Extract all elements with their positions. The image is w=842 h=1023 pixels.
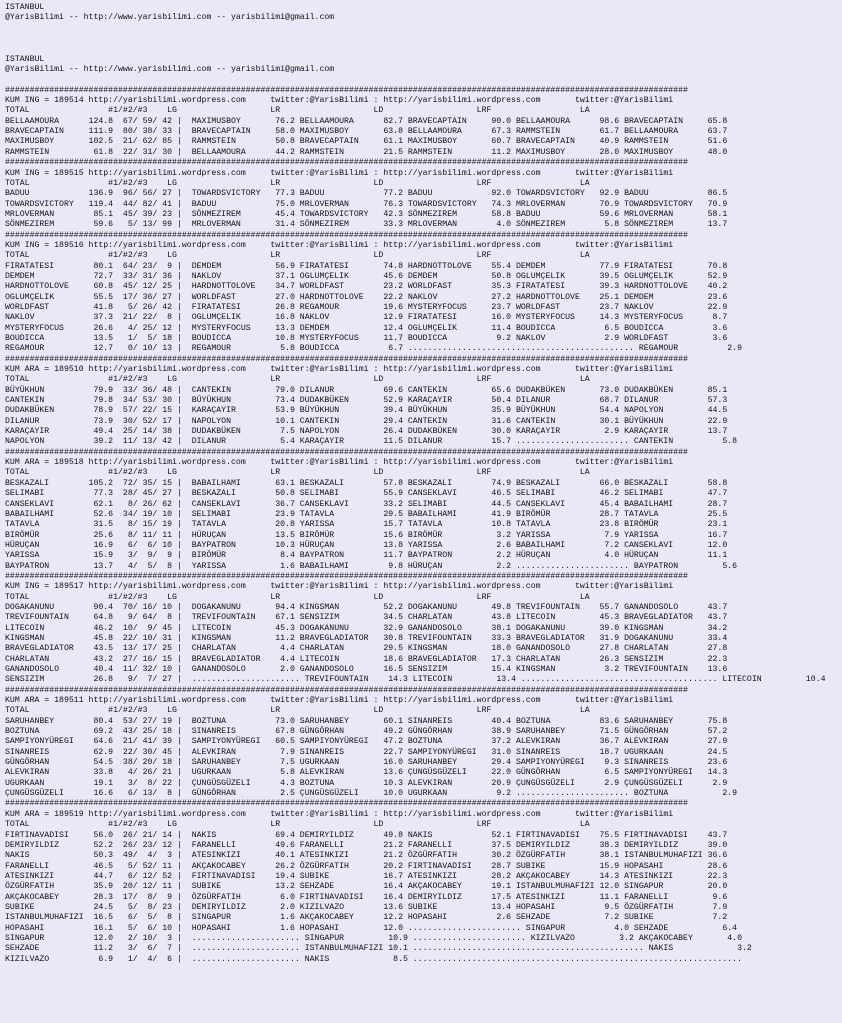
race-header-line: KUM ARA = 189511 http://yarisbilimi.wordpress.com twitter:@YarisBilimi : http://yarisbilimi.wordpress.com twitter:@YarisBilimi	[5, 696, 674, 706]
column-header-line: TOTAL #1/#2/#3 LG LR LD LRF LA	[5, 106, 590, 116]
race-header-line: KUM ARA = 189510 http://yarisbilimi.wordpress.com twitter:@YarisBilimi : http://yarisbilimi.wordpress.com twitter:@YarisBilimi	[5, 365, 674, 375]
result-row: BIRÖMÜR 25.6 8/ 11/ 11 | HÜRUÇAN 13.5 BIRÖMÜR 15.6 BIRÖMÜR 3.2 YARISSA 7.9 YARISSA 16.7	[5, 530, 728, 540]
result-row: BOUDICCA 13.5 1/ 5/ 18 | BOUDICCA 10.8 MYSTERYFOCUS 11.7 BOUDICCA 9.2 NAKLOV 2.9 WORLDFAST 3.6	[5, 334, 728, 343]
result-row: DILANUR 73.9 30/ 52/ 17 | NAPOLYON 10.1 CANTEKIN 29.4 CANTEKIN 31.6 CANTEKIN 30.1 BÜYÜKHUN 22.9	[5, 416, 728, 426]
race-header-line: KUM ING = 189514 http://yarisbilimi.wordpress.com twitter:@YarisBilimi : http://yarisbilimi.wordpress.com twitter:@YarisBilimi	[5, 96, 674, 106]
separator-line: ###########################################################################################################################################	[5, 158, 688, 168]
result-row: NAPOLYON 39.2 11/ 13/ 42 | DILANUR 5.4 KARAÇAYIR 11.5 DILANUR 15.7 ....................... CANTEKIN 5.8	[5, 437, 738, 447]
result-row: KIZILVAZO 6.9 1/ 4/ 6 | ...................... NAKIS 8.5 ...................................................................	[5, 954, 742, 964]
result-row: CANTEKIN 79.8 34/ 53/ 30 | BÜYÜKHUN 73.4 DUDAKBÜKEN 52.9 KARAÇAYIR 50.4 DILANUR 68.7 DILANUR 57.3	[5, 396, 728, 406]
result-row: SARUHANBEY 80.4 53/ 27/ 19 | BOZTUNA 73.0 SARUHANBEY 60.1 SINANREIS 40.4 BOZTUNA 83.6 SARUHANBEY 75.8	[5, 716, 728, 726]
blank-line	[5, 24, 837, 34]
separator-line: ###########################################################################################################################################	[5, 685, 688, 695]
result-row: BAYPATRON 13.7 4/ 5/ 8 | YARISSA 1.6 BABAILHAMI 9.8 HÜRUÇAN 2.2 ....................... BAYPATRON 5.6	[5, 561, 738, 571]
result-row: DOGAKANUNU 90.4 70/ 16/ 10 | DOGAKANUNU 94.4 KINGSMAN 52.2 DOGAKANUNU 49.8 TREVIFOUNTAIN 55.7 GANANDOSOLO 43.7	[5, 602, 728, 612]
result-row: FIRTINAVADISI 56.0 26/ 21/ 14 | NAKIS 69.4 DEMIRYILDIZ 49.8 NAKIS 52.1 FIRTINAVADISI 75.5 FIRTINAVADISI 43.7	[5, 830, 728, 840]
column-header-line: TOTAL #1/#2/#3 LG LR LD LRF LA	[5, 592, 590, 602]
result-row: SAMPIYONYÜREGI 64.6 21/ 41/ 39 | SAMPIYONYÜREGI 60.5 SAMPIYONYÜREGI 47.2 BOZTUNA 37.2 ALEVKIRAN 36.7 ALEVKIRAN 27.9	[5, 737, 728, 747]
result-row: SINGAPUR 12.0 2/ 10/ 3 | ...................... SINGAPUR 10.9 ....................... KIZILVAZO 3.2 AKÇAKOCABEY 4.0	[5, 933, 742, 943]
result-row: MAXIMUSBOY 102.5 21/ 62/ 85 | RAMMSTEIN 50.8 BRAVECAPTAIN 61.1 MAXIMUSBOY 60.7 BRAVECAPTAIN 40.9 RAMMSTEIN 51.6	[5, 137, 728, 147]
result-row: CANSEKLAVI 62.1 8/ 26/ 62 | CANSEKLAVI 36.7 CANSEKLAVI 33.2 SELIMABI 44.5 CANSEKLAVI 45.4 BABAILHAMI 28.7	[5, 499, 728, 509]
result-row: SENSIZIM 26.8 9/ 7/ 27 | ...................... TREVIFOUNTAIN 14.3 LITECOIN 13.4 ........................................ LITECOIN 10.4	[5, 675, 826, 685]
result-row: SELIMABI 77.3 28/ 45/ 27 | BESKAZALI 50.8 SELIMABI 55.9 CANSEKLAVI 46.5 SELIMABI 46.2 SELIMABI 47.7	[5, 489, 728, 499]
result-row: SÖNMEZIREM 59.6 5/ 13/ 99 | MRLOVERMAN 31.4 SÖNMEZIREM 33.3 MRLOVERMAN 4.0 SÖNMEZIREM 5.8 SÖNMEZIREM 13.7	[5, 220, 728, 230]
result-row: BABAILHAMI 52.6 34/ 19/ 10 | SELIMABI 23.9 TATAVLA 29.5 BABAILHAMI 41.9 BIRÖMÜR 28.7 TATAVLA 25.5	[5, 509, 728, 519]
page-header-line: ISTANBUL	[5, 3, 45, 12]
column-header-line: TOTAL #1/#2/#3 LG LR LD LRF LA	[5, 820, 590, 830]
result-row: AKÇAKOCABEY 28.3 17/ 8/ 9 | ÖZGÜRFATIH 6.0 FIRTINAVADISI 16.4 DEMIRYILDIZ 17.5 ATESINKIZI 11.1 FARANELLI 9.6	[5, 892, 728, 902]
page-header-line: @YarisBilimi -- http://www.yarisbilimi.com -- yarisbilimi@gmail.com	[5, 65, 335, 75]
column-header-line: TOTAL #1/#2/#3 LG LR LD LRF LA	[5, 178, 590, 188]
result-row: LITECOIN 46.2 10/ 9/ 45 | LITECOIN 45.3 DOGAKANUNU 32.9 GANANDOSOLO 38.1 DOGAKANUNU 39.0 KINGSMAN 34.2	[5, 623, 728, 633]
race-header-line: KUM ING = 189515 http://yarisbilimi.wordpress.com twitter:@YarisBilimi : http://yarisbilimi.wordpress.com twitter:@YarisBilimi	[5, 168, 674, 178]
result-row: ÖZGÜRFATIH 35.9 20/ 12/ 11 | SUBIKE 13.2 SEHZADE 16.4 AKÇAKOCABEY 19.1 ISTANBULMUHAFIZI 12.0 SINGAPUR 20.0	[5, 882, 728, 892]
result-row: BRAVECAPTAIN 111.9 80/ 38/ 33 | BRAVECAPTAIN 58.0 MAXIMUSBOY 63.8 BELLAAMOURA 67.3 RAMMSTEIN 61.7 BELLAAMOURA 63.7	[5, 127, 728, 137]
result-row: WORLDFAST 41.8 5/ 26/ 42 | FIRATATESI 26.8 REGAMOUR 19.6 MYSTERYFOCUS 23.7 WORLDFAST 23.7 NAKLOV 22.9	[5, 302, 728, 312]
page-header-line: ISTANBULMUHAFIZI 16.5 6/ 5/ 8 | SINGAPUR 1.6 AKÇAKOCABEY 12.2 HOPASAHI 2.6 SEHZADE 7.2 SUBIKE 7.2	[5, 913, 728, 923]
result-row: OGLUMÇELIK 55.5 17/ 36/ 27 | WORLDFAST 27.0 HARDNOTTOLOVE 22.2 NAKLOV 27.2 HARDNOTTOLOVE 25.1 DEMDEM 23.6	[5, 292, 728, 302]
race-header-line: KUM ING = 189517 http://yarisbilimi.wordpress.com twitter:@YarisBilimi : http://yarisbilimi.wordpress.com twitter:@YarisBilimi	[5, 582, 674, 592]
result-row: CHARLATAN 43.2 27/ 16/ 15 | BRAVEGLADIATOR 4.4 LITECOIN 18.6 BRAVEGLADIATOR 17.3 CHARLATAN 26.3 SENSIZIM 22.3	[5, 654, 728, 664]
result-row: TATAVLA 31.5 8/ 15/ 19 | TATAVLA 20.8 YARISSA 15.7 TATAVLA 10.8 TATAVLA 23.8 BIRÖMÜR 23.1	[5, 520, 728, 530]
blank-line	[5, 75, 837, 85]
race-header-line: KUM ING = 189516 http://yarisbilimi.wordpress.com twitter:@YarisBilimi : http://yarisbilimi.wordpress.com twitter:@YarisBilimi	[5, 240, 674, 250]
column-header-line: TOTAL #1/#2/#3 LG LR LD LRF LA	[5, 468, 590, 478]
result-row: DEMIRYILDIZ 52.2 26/ 23/ 12 | FARANELLI 49.6 FARANELLI 21.2 FARANELLI 37.5 DEMIRYILDIZ 38.3 DEMIRYILDIZ 39.0	[5, 840, 728, 850]
separator-line: ###########################################################################################################################################	[5, 799, 688, 809]
result-row: ATESINKIZI 44.7 6/ 12/ 52 | FIRTINAVADISI 19.4 SUBIKE 16.7 ATESINKIZI 28.2 AKÇAKOCABEY 14.3 ATESINKIZI 22.3	[5, 871, 728, 881]
result-row: REGAMOUR 12.7 0/ 10/ 13 | REGAMOUR 5.8 BOUDICCA 6.7 .............................................. REGAMOUR 2.9	[5, 344, 742, 354]
result-row: DUDAKBÜKEN 78.9 57/ 22/ 15 | KARAÇAYIR 53.9 BÜYÜKHUN 39.4 BÜYÜKHUN 35.9 BÜYÜKHUN 54.4 NAPOLYON 44.5	[5, 406, 728, 416]
result-row: TOWARDSVICTORY 119.4 44/ 82/ 41 | BADUU 75.0 MRLOVERMAN 76.3 TOWARDSVICTORY 74.3 MRLOVERMAN 70.9 TOWARDSVICTORY 70.9	[5, 199, 728, 209]
result-row: SINANREIS 62.9 22/ 30/ 45 | ALEVKIRAN 7.9 SINANREIS 22.7 SAMPIYONYÜREGI 31.0 SINANREIS 18.7 UGURKAAN 24.5	[5, 747, 728, 757]
result-row: GANANDOSOLO 40.4 11/ 32/ 10 | GANANDOSOLO 2.0 GANANDOSOLO 16.5 SENSIZIM 15.4 KINGSMAN 3.2 TREVIFOUNTAIN 13.6	[5, 665, 728, 674]
result-row: HÜRUÇAN 16.9 6/ 6/ 10 | BAYPATRON 10.3 HÜRUÇAN 13.8 YARISSA 2.6 BABAILHAMI 7.2 CANSEKLAVI 12.0	[5, 540, 728, 550]
result-row: RAMMSTEIN 61.8 22/ 31/ 30 | BELLAAMOURA 44.2 RAMMSTEIN 21.5 RAMMSTEIN 11.2 MAXIMUSBOY 28.0 MAXIMUSBOY 48.0	[5, 147, 728, 157]
result-row: ALEVKIRAN 33.8 4/ 26/ 21 | UGURKAAN 5.8 ALEVKIRAN 13.6 ÇUNGÜSGÜZELI 22.0 GÜNGÖRHAN 6.5 SAMPIYONYÜREGI 14.3	[5, 768, 728, 778]
result-row: GÜNGÖRHAN 54.5 38/ 20/ 18 | SARUHANBEY 7.5 UGURKAAN 16.0 SARUHANBEY 29.4 SAMPIYONYÜREGI 9.3 SINANREIS 23.6	[5, 758, 728, 768]
result-row: KARAÇAYIR 49.4 25/ 14/ 38 | DUDAKBÜKEN 7.5 NAPOLYON 26.4 DUDAKBÜKEN 30.0 KARAÇAYIR 2.9 KARAÇAYIR 13.7	[5, 427, 728, 437]
separator-line: ###########################################################################################################################################	[5, 230, 688, 240]
result-row: FIRATATESI 80.1 64/ 23/ 9 | DEMDEM 56.9 FIRATATESI 74.8 HARDNOTTOLOVE 55.4 DEMDEM 77.9 FIRATATESI 70.8	[5, 261, 728, 271]
result-row: ÇUNGÜSGÜZELI 16.6 6/ 13/ 8 | GÜNGÖRHAN 2.5 ÇUNGÜSGÜZELI 10.0 UGURKAAN 9.2 ....................... BOZTUNA 2.9	[5, 789, 738, 799]
result-row: UGURKAAN 19.1 3/ 8/ 22 | ÇUNGÜSGÜZELI 4.3 BOZTUNA 10.3 ALEVKIRAN 20.9 ÇUNGÜSGÜZELI 2.9 ÇUNGÜSGÜZELI 2.9	[5, 778, 728, 788]
column-header-line: TOTAL #1/#2/#3 LG LR LD LRF LA	[5, 251, 590, 261]
result-row: BELLAAMOURA 124.8 67/ 59/ 42 | MAXIMUSBOY 76.2 BELLAAMOURA 82.7 BRAVECAPTAIN 90.0 BELLAAMOURA 98.6 BRAVECAPTAIN 65.8	[5, 116, 728, 126]
race-header-line: KUM ARA = 189518 http://yarisbilimi.wordpress.com twitter:@YarisBilimi : http://yarisbilimi.wordpress.com twitter:@YarisBilimi	[5, 458, 674, 468]
result-row: MYSTERYFOCUS 26.6 4/ 25/ 12 | MYSTERYFOCUS 13.3 DEMDEM 12.4 OGLUMÇELIK 11.4 BOUDICCA 6.5 BOUDICCA 3.6	[5, 323, 728, 333]
column-header-line: TOTAL #1/#2/#3 LG LR LD LRF LA	[5, 375, 590, 385]
separator-line: ###########################################################################################################################################	[5, 85, 688, 95]
result-row: BÜYÜKHUN 79.9 33/ 36/ 48 | CANTEKIN 79.0 DILANUR 69.6 CANTEKIN 65.6 DUDAKBÜKEN 73.0 DUDAKBÜKEN 85.1	[5, 385, 728, 395]
column-header-line: TOTAL #1/#2/#3 LG LR LD LRF LA	[5, 706, 590, 716]
page-header-line: @YarisBilimi -- http://www.yarisbilimi.com -- yarisbilimi@gmail.com	[5, 13, 335, 23]
blank-line	[5, 44, 837, 54]
result-row: TREVIFOUNTAIN 64.8 9/ 64/ 8 | TREVIFOUNTAIN 67.1 SENSIZIM 34.5 CHARLATAN 43.8 LITECOIN 45.3 BRAVEGLADIATOR 43.7	[5, 613, 728, 623]
result-row: HOPASAHI 16.1 5/ 6/ 10 | HOPASAHI 1.6 HOPASAHI 12.0 ....................... SINGAPUR 4.0 SEHZADE 6.4	[5, 923, 738, 933]
result-row: NAKIS 50.3 49/ 4/ 3 | ATESINKIZI 40.1 ATESINKIZI 21.2 ÖZGÜRFATIH 30.2 ÖZGÜRFATIH 38.1 ISTANBULMUHAFIZI 36.6	[5, 851, 728, 861]
separator-line: ###########################################################################################################################################	[5, 447, 688, 457]
result-row: FARANELLI 46.5 5/ 52/ 11 | AKÇAKOCABEY 26.2 ÖZGÜRFATIH 20.2 FIRTINAVADISI 28.7 SUBIKE 15.9 HOPASAHI 28.6	[5, 861, 728, 871]
page-header-line: ISTANBUL	[5, 54, 45, 64]
result-row: SUBIKE 24.5 5/ 8/ 23 | DEMIRYILDIZ 2.0 KIZILVAZO 13.6 SUBIKE 13.4 HOPASAHI 9.5 ÖZGÜRFATIH 7.9	[5, 902, 728, 912]
separator-line: ###########################################################################################################################################	[5, 354, 688, 364]
result-row: MRLOVERMAN 85.1 45/ 39/ 23 | SÖNMEZIREM 45.4 TOWARDSVICTORY 42.3 SÖNMEZIREM 58.8 BADUU 59.6 MRLOVERMAN 58.1	[5, 209, 728, 219]
result-row: HARDNOTTOLOVE 60.8 45/ 12/ 25 | HARDNOTTOLOVE 34.7 WORLDFAST 23.2 WORLDFAST 35.3 FIRATATESI 39.3 HARDNOTTOLOVE 40.2	[5, 282, 728, 292]
result-row: SEHZADE 11.2 3/ 6/ 7 | ...................... ISTANBULMUHAFIZI 10.1 ............................................... NAKIS 3.2	[5, 944, 752, 954]
result-row: BOZTUNA 69.2 43/ 25/ 18 | SINANREIS 67.8 GÜNGÖRHAN 49.2 GÜNGÖRHAN 38.9 SARUHANBEY 71.5 GÜNGÖRHAN 57.2	[5, 727, 728, 737]
result-row: BRAVEGLADIATOR 43.5 13/ 17/ 25 | CHARLATAN 4.4 CHARLATAN 29.5 KINGSMAN 18.0 GANANDOSOLO 27.8 CHARLATAN 27.8	[5, 644, 728, 654]
result-row: YARISSA 15.9 3/ 9/ 9 | BIRÖMÜR 8.4 BAYPATRON 11.7 BAYPATRON 2.2 HÜRUÇAN 4.0 HÜRUÇAN 11.1	[5, 551, 728, 561]
result-row: DEMDEM 72.7 33/ 31/ 36 | NAKLOV 37.1 OGLUMÇELIK 45.6 DEMDEM 50.8 OGLUMÇELIK 39.5 OGLUMÇELIK 52.9	[5, 271, 728, 281]
result-row: BESKAZALI 105.2 72/ 35/ 15 | BABAILHAMI 63.1 BESKAZALI 57.8 BESKAZALI 74.9 BESKAZALI 66.0 BESKAZALI 58.8	[5, 478, 728, 488]
blank-line	[5, 34, 837, 44]
race-header-line: KUM ARA = 189519 http://yarisbilimi.wordpress.com twitter:@YarisBilimi : http://yarisbilimi.wordpress.com twitter:@YarisBilimi	[5, 809, 674, 819]
result-row: KINGSMAN 45.8 22/ 10/ 31 | KINGSMAN 11.2 BRAVEGLADIATOR 30.8 TREVIFOUNTAIN 33.3 BRAVEGLADIATOR 31.9 DOGAKANUNU 33.4	[5, 633, 728, 643]
result-row: NAKLOV 37.3 21/ 22/ 8 | OGLUMÇELIK 16.8 NAKLOV 12.9 FIRATATESI 16.0 MYSTERYFOCUS 14.3 MYSTERYFOCUS 8.7	[5, 313, 728, 323]
separator-line: ###########################################################################################################################################	[5, 571, 688, 581]
result-row: BADUU 136.9 96/ 56/ 27 | TOWARDSVICTORY 77.3 BADUU 77.2 BADUU 92.0 TOWARDSVICTORY 92.9 BADUU 86.5	[5, 189, 728, 199]
